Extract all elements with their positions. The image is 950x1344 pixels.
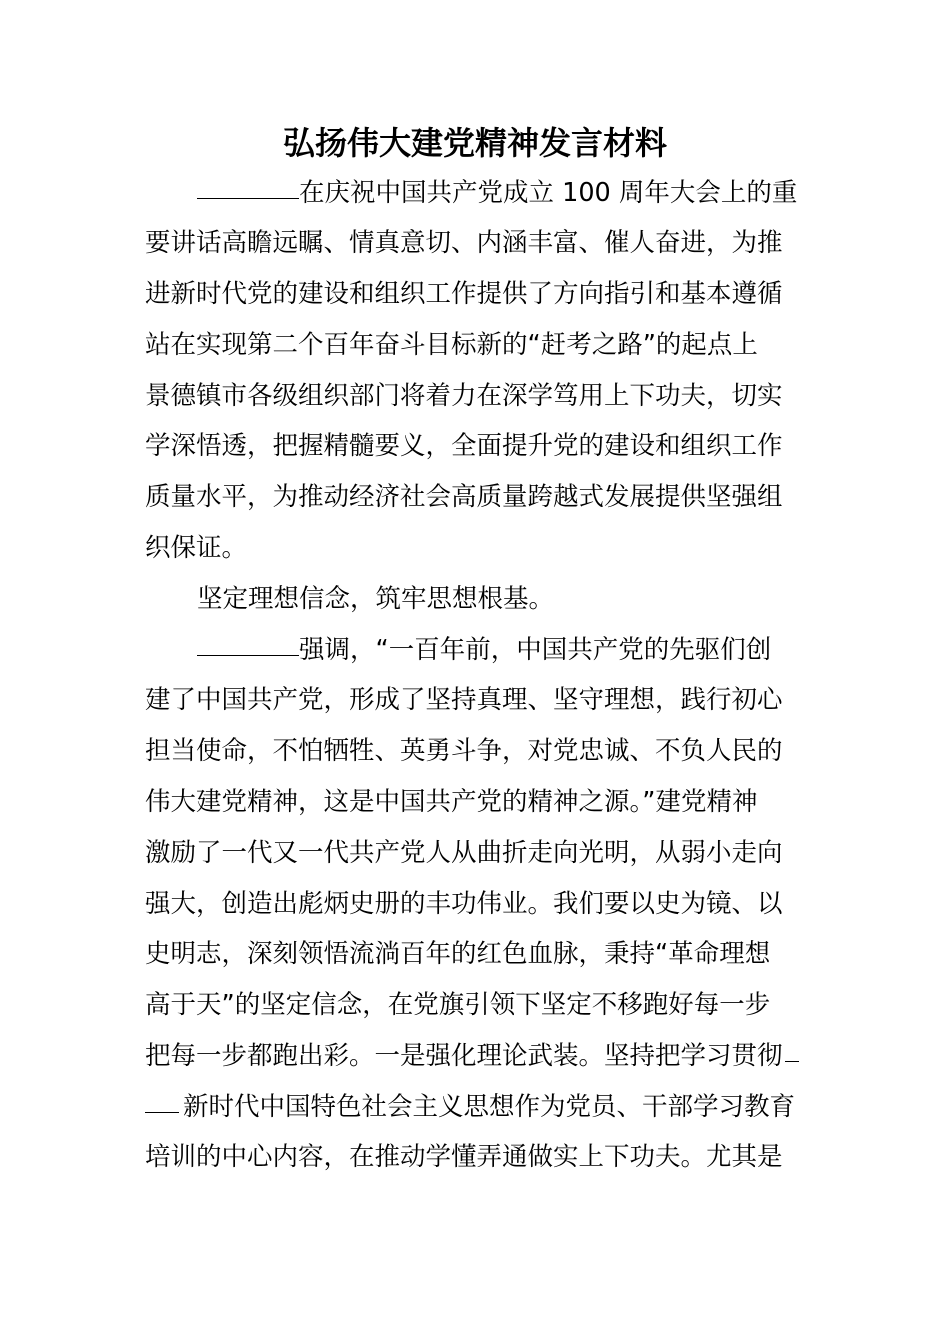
- paragraph-line: [145, 625, 771, 675]
- paragraph-line: 强大，创造出彪炳史册的丰功伟业。我们要以史为镜、以: [145, 889, 783, 919]
- paragraph-line: 建了中国共产党，形成了坚持真理、坚守理想，践行初心: [145, 685, 783, 715]
- paragraph-line: 担当使命，不怕牺牲、英勇斗争，对党忠诚、不负人民的: [145, 736, 783, 766]
- line-text: 在庆祝中国共产党成立 100 周年大会上的重: [299, 178, 798, 208]
- section-heading: 坚定理想信念，筑牢思想根基。: [197, 584, 555, 614]
- line-text: 把每一步都跑出彩。一是强化理论武装。坚持把学习贯彻: [145, 1041, 783, 1071]
- paragraph-line: [145, 1031, 799, 1081]
- paragraph-line: 质量水平，为推动经济社会高质量跨越式发展提供坚强组: [145, 482, 783, 512]
- blank-underline: [145, 1082, 179, 1113]
- paragraph-line: 伟大建党精神，这是中国共产党的精神之源。”建党精神: [145, 787, 758, 817]
- line-text: 新时代中国特色社会主义思想作为党员、干部学习教育: [183, 1092, 796, 1122]
- paragraph-line: 站在实现第二个百年奋斗目标新的“赶考之路”的起点上: [145, 330, 758, 360]
- paragraph-line: [145, 1082, 795, 1132]
- paragraph-line: 景德镇市各级组织部门将着力在深学笃用上下功夫，切实: [145, 381, 783, 411]
- paragraph-line: 学深悟透，把握精髓要义，全面提升党的建设和组织工作: [145, 431, 783, 461]
- document-title: 弘扬伟大建党精神发言材料: [282, 124, 667, 162]
- paragraph-line: 史明志，深刻领悟流淌百年的红色血脉，秉持“革命理想: [145, 939, 771, 969]
- paragraph-line: 进新时代党的建设和组织工作提供了方向指引和基本遵循: [145, 279, 783, 309]
- paragraph-line: 培训的中心内容，在推动学懂弄通做实上下功夫。尤其是: [145, 1142, 783, 1172]
- paragraph-line: 要讲话高瞻远瞩、情真意切、内涵丰富、催人奋进，为推: [145, 228, 783, 258]
- blank-underline: [785, 1031, 799, 1062]
- line-text: 强调，“一百年前，中国共产党的先驱们创: [299, 635, 772, 665]
- blank-underline: [197, 625, 299, 656]
- blank-underline: [197, 168, 299, 199]
- paragraph-line: 织保证。: [145, 533, 248, 563]
- paragraph-line: 高于天”的坚定信念，在党旗引领下坚定不移跑好每一步: [145, 990, 771, 1020]
- paragraph-line: [145, 168, 797, 218]
- paragraph-line: 激励了一代又一代共产党人从曲折走向光明，从弱小走向: [145, 838, 783, 868]
